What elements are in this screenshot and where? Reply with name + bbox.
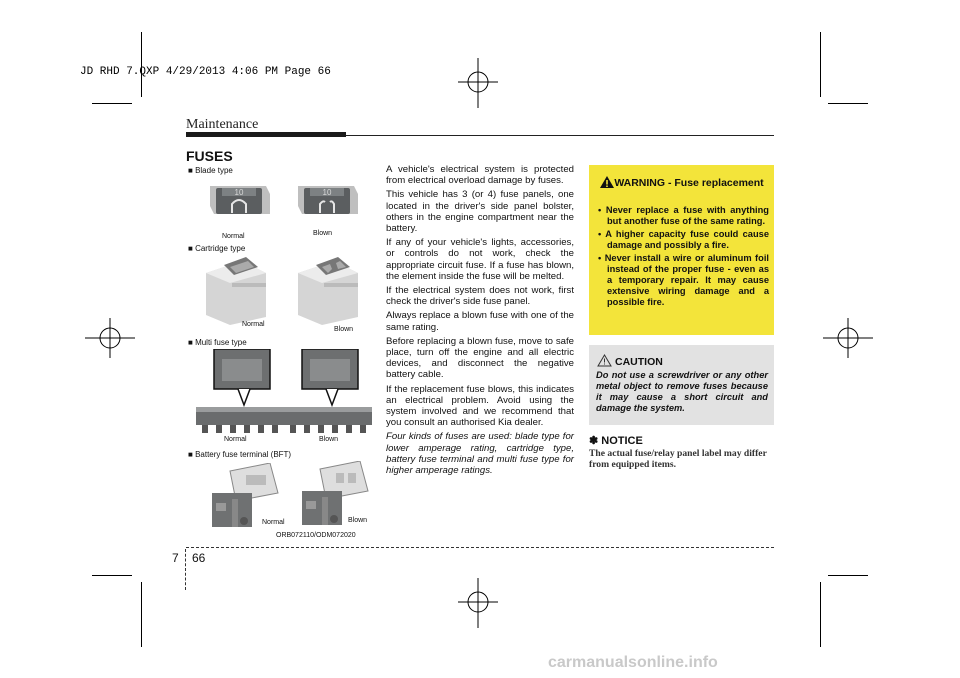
caution-triangle-icon — [597, 354, 612, 367]
multi-fuse-normal-image — [192, 349, 286, 437]
battery-fuse-label: ■ Battery fuse terminal (BFT) — [188, 450, 292, 459]
registration-mark-top — [458, 58, 498, 108]
warning-triangle-icon — [599, 175, 615, 189]
blade-rating-text: 10 — [322, 188, 332, 197]
fuse-figure — [186, 163, 382, 543]
cartridge-blown-caption: Blown — [334, 326, 354, 333]
print-slug: JD RHD 7.QXP 4/29/2013 4:06 PM Page 66 — [80, 66, 331, 78]
warning-item: • Never install a wire or aluminum foil instead of the proper fuse - even as a temporary repair. It may cause extensive wiring damage and a possible fire. — [598, 253, 769, 307]
registration-mark-bottom — [458, 578, 498, 628]
body-paragraph: A vehicle's electrical system is protected from electrical overload damage by fuses. — [386, 164, 574, 187]
footer-divider — [185, 549, 186, 590]
cartridge-type-label: ■ Cartridge type — [188, 244, 246, 253]
warning-title: WARNING - Fuse replacement — [614, 177, 764, 189]
crop-mark — [92, 575, 132, 576]
warning-item: • Never replace a fuse with anything but another fuse of the same rating. — [598, 205, 769, 226]
blade-type-label: ■ Blade type — [188, 166, 233, 175]
cartridge-fuse-normal-image — [202, 253, 272, 325]
crop-mark — [820, 32, 821, 97]
blade-fuse-blown-image — [296, 180, 358, 224]
multi-fuse-blown-image — [282, 349, 376, 437]
body-text — [386, 164, 574, 479]
blade-blown-caption: Blown — [313, 230, 333, 237]
header-rule-accent — [186, 132, 346, 137]
caution-text: Do not use a screwdriver or any other metal object to remove fuses because it may cause a short circuit and damage the system. — [596, 370, 768, 413]
blade-normal-caption: Normal — [222, 233, 245, 240]
body-paragraph: This vehicle has 3 (or 4) fuse panels, one located in the driver's side panel bolster, others in the engine compartment near the battery. — [386, 189, 574, 235]
body-paragraph: If the replacement fuse blows, this indicates an electrical problem. Avoid using the system involved and we recommend that you consult an authorised Kia dealer. — [386, 383, 574, 429]
caution-title: CAUTION — [615, 356, 663, 368]
caution-box — [589, 345, 774, 425]
registration-mark-right — [823, 318, 873, 358]
multi-blown-caption: Blown — [319, 436, 339, 443]
crop-mark — [820, 582, 821, 647]
crop-mark — [828, 103, 868, 104]
page-number: 66 — [192, 551, 206, 565]
crop-mark — [828, 575, 868, 576]
cartridge-normal-caption: Normal — [242, 321, 265, 328]
multi-fuse-type-label: ■ Multi fuse type — [188, 338, 247, 347]
section-title: Maintenance — [186, 117, 259, 132]
body-paragraph: Always replace a blown fuse with one of the same rating. — [386, 310, 574, 333]
notice-text: The actual fuse/relay panel label may differ from equipped items. — [589, 448, 767, 470]
body-paragraph: If the electrical system does not work, first check the driver's side fuse panel. — [386, 285, 574, 308]
page-heading: FUSES — [186, 148, 233, 164]
warning-item: • A higher capacity fuse could cause damage and possibly a fire. — [598, 229, 769, 250]
crop-mark — [92, 103, 132, 104]
warning-list — [597, 205, 769, 310]
body-paragraph: If any of your vehicle's lights, accessories, or controls do not work, check the appropriate circuit fuse. If a fuse has blown, the element inside the fuse will be melted. — [386, 237, 574, 282]
watermark: carmanualsonline.info — [548, 654, 718, 671]
body-paragraph: Before replacing a blown fuse, move to safe place, turn off the engine and all electric devices, and disconnect the negative battery cable. — [386, 335, 574, 381]
crop-mark — [141, 582, 142, 647]
battery-normal-caption: Normal — [262, 519, 285, 526]
blade-fuse-normal-image — [208, 180, 270, 224]
chapter-number: 7 — [172, 551, 179, 565]
crop-mark — [141, 32, 142, 97]
body-paragraph-italic: Four kinds of fuses are used: blade type for lower amperage rating, cartridge type, battery fuse terminal and multi fuse type for higher amperage ratings. — [386, 431, 574, 477]
figure-code: ORB072110/ODM072020 — [276, 532, 356, 539]
cartridge-fuse-blown-image — [294, 253, 364, 325]
multi-normal-caption: Normal — [224, 436, 247, 443]
registration-mark-left — [85, 318, 135, 358]
warning-box — [589, 165, 774, 335]
blade-rating-text: 10 — [234, 188, 244, 197]
notice-symbol-icon: ✽ — [589, 435, 599, 447]
notice-title: ✽ NOTICE — [589, 435, 643, 447]
footer-rule — [186, 547, 774, 548]
battery-blown-caption: Blown — [348, 517, 368, 524]
